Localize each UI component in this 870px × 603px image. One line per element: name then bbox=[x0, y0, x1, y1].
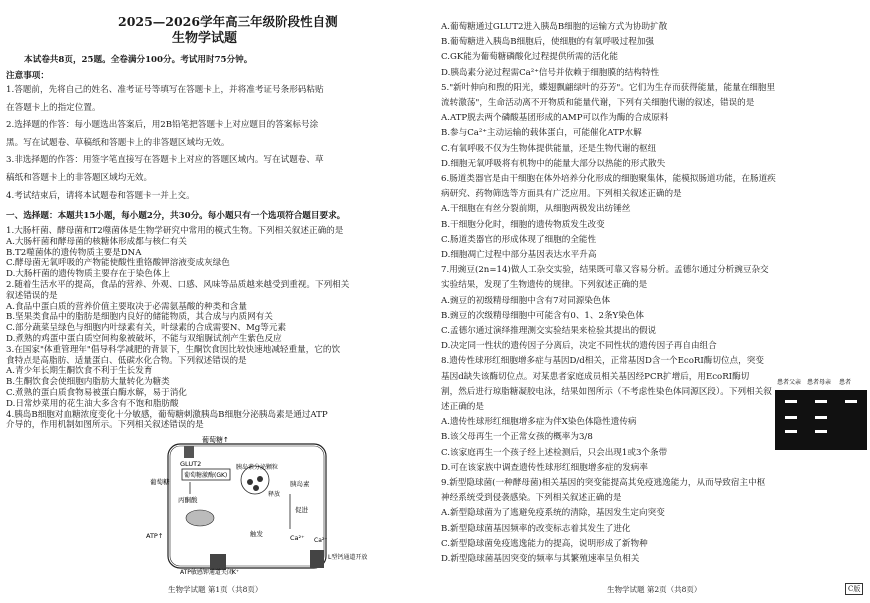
trigger-label: 触发 bbox=[250, 530, 263, 538]
insulin-secretion-figure bbox=[140, 434, 368, 576]
text-line: A.豌豆的初级精母细胞中含有7对同源染色体 bbox=[441, 295, 611, 306]
text-line: C.孟德尔通过演绎推理测交实验结果来检验其提出的假说 bbox=[441, 326, 657, 336]
text-line: 8.遗传性球形红细胞增多症与基因D/d相关，正常基因D含一个EcoRⅠ酶切位点，突变 bbox=[441, 356, 764, 367]
text-line: A.遗传性球形红细胞增多症为伴X染色体隐性遗传病 bbox=[441, 417, 637, 428]
text-line: D.日常炒菜用的花生油大多含有不饱和脂肪酸 bbox=[6, 398, 179, 409]
text-line: 黑。写在试题卷、草稿纸和答题卡上的非答题区域均无效。 bbox=[6, 137, 230, 148]
text-line: A.干细胞在有丝分裂前期，从细胞两极发出纺锤丝 bbox=[441, 204, 631, 215]
text-line: A.大肠杆菌和酵母菌的核糖体形成都与核仁有关 bbox=[6, 236, 187, 247]
text-line: 1.答题前，先将自己的姓名、准考证号等填写在答题卡上，并将准考证号条形码粘贴 bbox=[6, 85, 324, 95]
gel-lane-patient: 患者 bbox=[839, 379, 852, 386]
glut2-label: GLUT2 bbox=[180, 460, 202, 468]
text-line: 在答题卡上的指定位置。 bbox=[6, 102, 101, 113]
text-line: C.GK能为葡萄糖磷酸化过程提供所需的活化能 bbox=[441, 52, 618, 63]
notes-title: 注意事项： bbox=[6, 71, 49, 81]
text-line: 5."新叶伸向和煦的阳光，蝶翅飘翩绿叶的芬芳"。它们为生存而获得能量，能量在细胞里 bbox=[441, 82, 776, 93]
glucose-label: 葡萄糖↑ bbox=[202, 436, 229, 444]
ca-ion-label: Ca²⁺ bbox=[314, 537, 328, 544]
insulin-label: 胰岛素 bbox=[290, 480, 310, 488]
text-line: 稿纸和答题卡上的非答题区域均无效。 bbox=[6, 173, 153, 183]
text-line: C.酵母菌无氧呼吸的产物能使酸性重铬酸钾溶液变成灰绿色 bbox=[6, 258, 230, 269]
text-line: 2.选择题的作答：每小题选出答案后，用2B铅笔把答题卡上对应题目的答案标号涂 bbox=[6, 120, 319, 131]
text-line: D.细胞无氧呼吸将有机物中的能量大部分以热能的形式散失 bbox=[441, 158, 666, 169]
text-line: B.豌豆的次级精母细胞中可能含有0、1、2条Y染色体 bbox=[441, 310, 644, 321]
gel-electrophoresis-figure bbox=[775, 376, 867, 452]
text-line: C.煮熟的蛋白质食物易被蛋白酶水解，易于消化 bbox=[6, 388, 187, 398]
text-line: 9.新型隐球菌(一种酵母菌)相关基因的突变能提高其免疫逃逸能力，从而导致宿主中枢 bbox=[441, 478, 766, 488]
k-channel-label: ATP敏感钾通道关闭 bbox=[180, 569, 233, 576]
text-line: D.煮熟的鸡蛋中蛋白质空间构象被破坏，不能与双缩脲试剂产生紫色反应 bbox=[6, 334, 282, 344]
text-line: D.新型隐球菌基因突变的频率与其繁殖速率呈负相关 bbox=[441, 554, 640, 564]
text-line: 1.大肠杆菌、酵母菌和T2噬菌体是生物学研究中常用的模式生物。下列相关叙述正确的是 bbox=[6, 226, 344, 236]
text-line: D.大肠杆菌的遗传物质主要存在于染色体上 bbox=[6, 269, 171, 280]
text-line: D.决定同一性状的遗传因子分离后，决定不同性状的遗传因子再自由组合 bbox=[441, 341, 717, 352]
text-line: 叙述错误的是 bbox=[6, 290, 58, 301]
text-line: A.ATP脱去两个磷酸基团形成的AMP可以作为酶的合成原料 bbox=[441, 113, 669, 124]
text-line: B.T2噬菌体的遗传物质主要是DNA bbox=[6, 247, 142, 258]
text-line: B.干细胞分化时，细胞的遗传物质发生改变 bbox=[441, 219, 605, 230]
right-footer: 生物学试题 第2页（共8页） bbox=[607, 585, 702, 594]
subject-title: 生物学试题 bbox=[172, 31, 238, 46]
left-footer: 生物学试题 第1页（共8页） bbox=[168, 585, 263, 594]
gel-lane-mother: 患者母亲 bbox=[807, 379, 832, 386]
text-line: 6.肠道类器官是由干细胞在体外培养分化形成的细胞聚集体，能模拟肠道功能，在肠道疾 bbox=[441, 174, 776, 184]
text-line: 3.在国家"体重管理年"倡导科学减肥的背景下，生酮饮食因比较快速地减轻重量，它的饮 bbox=[6, 344, 341, 355]
text-line: 实验结果，发现了生物遗传的规律。下列叙述正确的是 bbox=[441, 280, 648, 291]
exam-info: 本试卷共8页，25题。全卷满分100分。考试用时75分钟。 bbox=[24, 55, 253, 65]
text-line: A.食品中蛋白质的营养价值主要取决于必需氨基酸的种类和含量 bbox=[6, 301, 247, 312]
section-heading: 一、选择题：本题共15小题，每小题2分，共30分。每小题只有一个选项符合题目要求。 bbox=[6, 211, 346, 221]
text-line: D.细胞凋亡过程中部分基因表达水平升高 bbox=[441, 250, 597, 260]
text-line: B.生酮饮食会使细胞内脂肪大量转化为糖类 bbox=[6, 377, 170, 388]
promote-label: 促进 bbox=[295, 506, 308, 514]
text-line: 述正确的是 bbox=[441, 402, 484, 412]
vesicle-label: 胰岛素分泌颗粒 bbox=[236, 464, 279, 471]
text-line: C.有氧呼吸不仅为生物体提供能量，还是生物代谢的枢纽 bbox=[441, 143, 657, 154]
text-line: B.葡萄糖进入胰岛B细胞后，使细胞的有氧呼吸过程加强 bbox=[441, 37, 655, 48]
text-line: B.参与Ca²⁺主动运输的载体蛋白，可能催化ATP水解 bbox=[441, 128, 642, 139]
k-ion-label: K⁺ bbox=[232, 569, 240, 576]
text-line: 基因d缺失该酶切位点。对某患者家庭成员相关基因经PCR扩增后，用EcoRⅠ酶切 bbox=[441, 371, 750, 382]
text-line: C.肠道类器官的形成体现了细胞的全能性 bbox=[441, 234, 597, 245]
text-line: 7.用豌豆(2n=14)做人工杂交实验，结果既可靠又容易分析。孟德尔通过分析豌豆杂交 bbox=[441, 265, 769, 276]
text-line: 3.非选择题的作答：用签字笔直接写在答题卡上对应的答题区域内。写在试题卷、草 bbox=[6, 155, 324, 166]
text-line: B.坚果类食品中的脂肪是细胞内良好的储能物质，其合成与内质网有关 bbox=[6, 312, 273, 323]
version-badge: C版 bbox=[845, 583, 863, 595]
text-line: 流转激荡"，生命活动离不开物质和能量代谢，下列有关细胞代谢的叙述，错误的是 bbox=[441, 98, 755, 108]
gk-label: 葡萄糖激酶(GK) bbox=[184, 472, 228, 479]
pyruvate-label: 丙酮酸 bbox=[178, 496, 198, 504]
text-line: A.新型隐球菌为了逃避免疫系统的清除，基因发生定向突变 bbox=[441, 508, 665, 519]
text-line: D.可在该家族中调查遗传性球形红细胞增多症的发病率 bbox=[441, 462, 648, 473]
text-line: D.胰岛素分泌过程需Ca²⁺信号并依赖于细胞膜的结构特性 bbox=[441, 67, 660, 78]
text-line: A.葡萄糖通过GLUT2进入胰岛B细胞的运输方式为协助扩散 bbox=[441, 22, 668, 32]
text-line: 割，然后进行琼脂糖凝胶电泳，结果如图所示（不考虑性染色体同源区段）。下列相关叙 bbox=[441, 386, 772, 397]
ca-label: Ca²⁺ bbox=[290, 534, 305, 542]
text-line: 介导的，作用机制如图所示。下列相关叙述错误的是 bbox=[6, 420, 204, 431]
ca-channel-label: L型钙通道开放 bbox=[328, 554, 368, 561]
text-line: 4.胰岛B细胞对血糖浓度变化十分敏感，葡萄糖刺激胰岛B细胞分泌胰岛素是通过ATP bbox=[6, 409, 328, 420]
release-label: 释放 bbox=[268, 491, 281, 498]
text-line: B.新型隐球菌基因频率的改变标志着其发生了进化 bbox=[441, 523, 631, 534]
text-line: 神经系统受到侵袭感染。下列相关叙述正确的是 bbox=[441, 493, 622, 504]
text-line: 病研究、药物筛选等方面具有广泛应用。下列相关叙述正确的是 bbox=[441, 189, 682, 200]
text-line: A.青少年长期生酮饮食不利于生长发育 bbox=[6, 366, 153, 377]
text-line: B.该父母再生一个正常女孩的概率为3/8 bbox=[441, 432, 593, 443]
text-line: C.部分蔬菜呈绿色与细胞内叶绿素有关，叶绿素的合成需要N、Mg等元素 bbox=[6, 323, 287, 334]
text-line: C.新型隐球菌免疫逃逸能力的提高，说明形成了新物种 bbox=[441, 538, 648, 549]
glucose-in-label: 葡萄糖 bbox=[150, 478, 170, 486]
atp-label: ATP↑ bbox=[146, 532, 164, 540]
text-line: C.该家庭再生一个孩子经上述检测后，只会出现1或3个条带 bbox=[441, 447, 668, 458]
gel-lane-father: 患者父亲 bbox=[777, 379, 802, 386]
text-line: 2.随着生活水平的提高，食品的营养、外观、口感、风味等品质越来越受到重视。下列相关 bbox=[6, 280, 350, 290]
exam-title: 2025—2026学年高三年级阶段性自测 bbox=[118, 14, 338, 29]
text-line: 食特点是高脂肪、适量蛋白、低碳水化合物。下列叙述错误的是 bbox=[6, 355, 247, 366]
text-line: 4.考试结束后，请将本试题卷和答题卡一并上交。 bbox=[6, 190, 195, 201]
